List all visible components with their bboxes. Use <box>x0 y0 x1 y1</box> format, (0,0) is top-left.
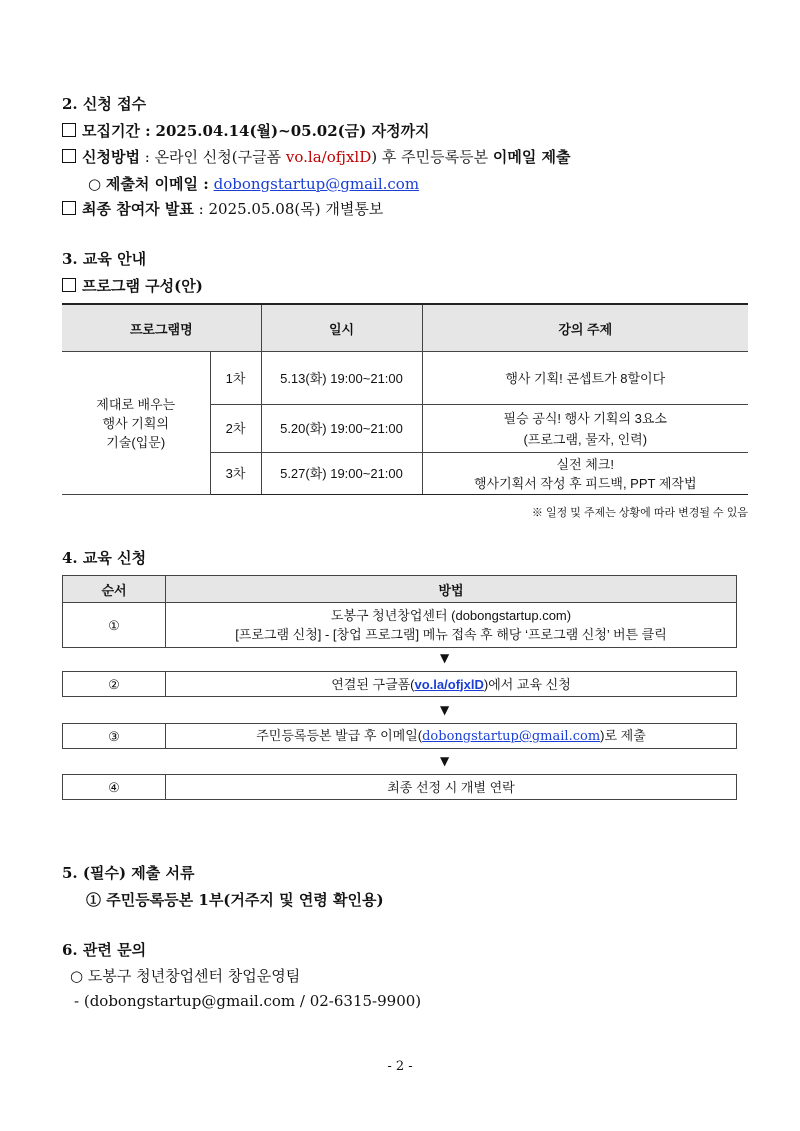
down-arrow-icon: ▼ <box>440 703 450 717</box>
method-line <box>62 146 571 167</box>
header-topic: 강의 주제 <box>422 304 748 352</box>
announce-label: 최종 참여자 발표 <box>82 200 194 218</box>
step-text <box>166 603 737 648</box>
contact-team: ○ 도봉구 청년창업센터 창업운영팀 <box>70 967 301 985</box>
step-text: 최종 선정 시 개별 연락 <box>166 775 737 800</box>
step-post: )에서 교육 신청 <box>483 676 571 692</box>
checkbox <box>62 123 76 137</box>
period-line <box>62 120 430 141</box>
header-method: 방법 <box>166 576 737 603</box>
bullet: ○ <box>88 175 102 193</box>
step-row <box>63 672 737 697</box>
section-3-title: 3. 교육 안내 <box>62 250 147 268</box>
email-line <box>88 173 419 194</box>
program-subtitle: 프로그램 구성(안) <box>82 277 203 295</box>
round: 2차 <box>210 405 261 453</box>
announce-value: : 2025.05.08(목) 개별통보 <box>198 200 384 218</box>
steps-block-3 <box>62 723 737 749</box>
checkbox <box>62 149 76 163</box>
topic: 실전 체크! 행사기획서 작성 후 피드백, PPT 제작법 <box>422 453 748 495</box>
period-value: 2025.04.14(월)~05.02(금) 자정까지 <box>155 122 430 140</box>
method-label: 신청방법 <box>82 148 140 166</box>
step-text <box>166 724 737 749</box>
date: 5.20(화) 19:00~21:00 <box>261 405 422 453</box>
date: 5.13(화) 19:00~21:00 <box>261 352 422 405</box>
header-program: 프로그램명 <box>62 304 261 352</box>
required-doc-item: ① 주민등록등본 1부(거주지 및 연령 확인용) <box>86 891 384 909</box>
down-arrow-icon: ▼ <box>440 651 450 665</box>
announce-line <box>62 198 383 219</box>
topic: 행사 기획! 콘셉트가 8할이다 <box>422 352 748 405</box>
section-6-title: 6. 관련 문의 <box>62 941 147 959</box>
header-date: 일시 <box>261 304 422 352</box>
round: 1차 <box>210 352 261 405</box>
header-order: 순서 <box>63 576 166 603</box>
period-label: 모집기간 : <box>82 122 151 140</box>
checkbox <box>62 278 76 292</box>
steps-block-4 <box>62 774 737 800</box>
method-suffix: ) 후 주민등록등본 <box>371 148 489 166</box>
step-number: ① <box>63 603 166 648</box>
program-table <box>62 303 748 495</box>
steps-block-1 <box>62 575 737 648</box>
email-link[interactable]: dobongstartup@gmail.com <box>422 729 601 744</box>
date: 5.27(화) 19:00~21:00 <box>261 453 422 495</box>
step-number: ③ <box>63 724 166 749</box>
method-prefix: : 온라인 신청(구글폼 <box>144 148 282 166</box>
step-pre: 연결된 구글폼( <box>331 676 415 692</box>
page-number: - 2 - <box>387 1059 413 1074</box>
steps-header-row <box>63 576 737 603</box>
step-row <box>63 724 737 749</box>
schedule-note: ※ 일정 및 주제는 상황에 따라 변경될 수 있음 <box>531 507 748 519</box>
section-5-title: 5. (필수) 제출 서류 <box>62 864 195 882</box>
table-header-row <box>62 304 748 352</box>
contact-info: - (dobongstartup@gmail.com / 02-6315-9900) <box>74 992 422 1010</box>
round: 3차 <box>210 453 261 495</box>
section-2-title: 2. 신청 접수 <box>62 95 147 113</box>
down-arrow-icon: ▼ <box>440 754 450 768</box>
checkbox <box>62 201 76 215</box>
steps-block-2 <box>62 671 737 697</box>
step-row <box>63 775 737 800</box>
form-link[interactable]: vo.la/ofjxlD <box>414 676 484 692</box>
table-row <box>62 352 748 405</box>
step-post: )로 제출 <box>600 728 646 743</box>
method-form-link[interactable]: vo.la/ofjxlD <box>285 148 372 166</box>
section-4-title: 4. 교육 신청 <box>62 549 147 567</box>
email-link[interactable]: dobongstartup@gmail.com <box>213 175 420 193</box>
step-line: 도봉구 청년창업센터 (dobongstartup.com) <box>330 608 572 623</box>
topic: 필승 공식! 행사 기획의 3요소 (프로그램, 물자, 인력) <box>422 405 748 453</box>
program-name: 제대로 배우는 행사 기획의 기술(입문) <box>62 352 210 495</box>
step-number: ② <box>63 672 166 697</box>
step-text <box>166 672 737 697</box>
email-label: 제출처 이메일 : <box>105 175 209 193</box>
step-line: [프로그램 신청] - [창업 프로그램] 메뉴 접속 후 해당 ‘프로그램 신청’ 버튼 클릭 <box>235 627 667 642</box>
step-row <box>63 603 737 648</box>
program-subtitle-line <box>62 275 203 296</box>
method-bold: 이메일 제출 <box>492 148 571 166</box>
step-number: ④ <box>63 775 166 800</box>
step-pre: 주민등록등본 발급 후 이메일( <box>256 728 423 743</box>
